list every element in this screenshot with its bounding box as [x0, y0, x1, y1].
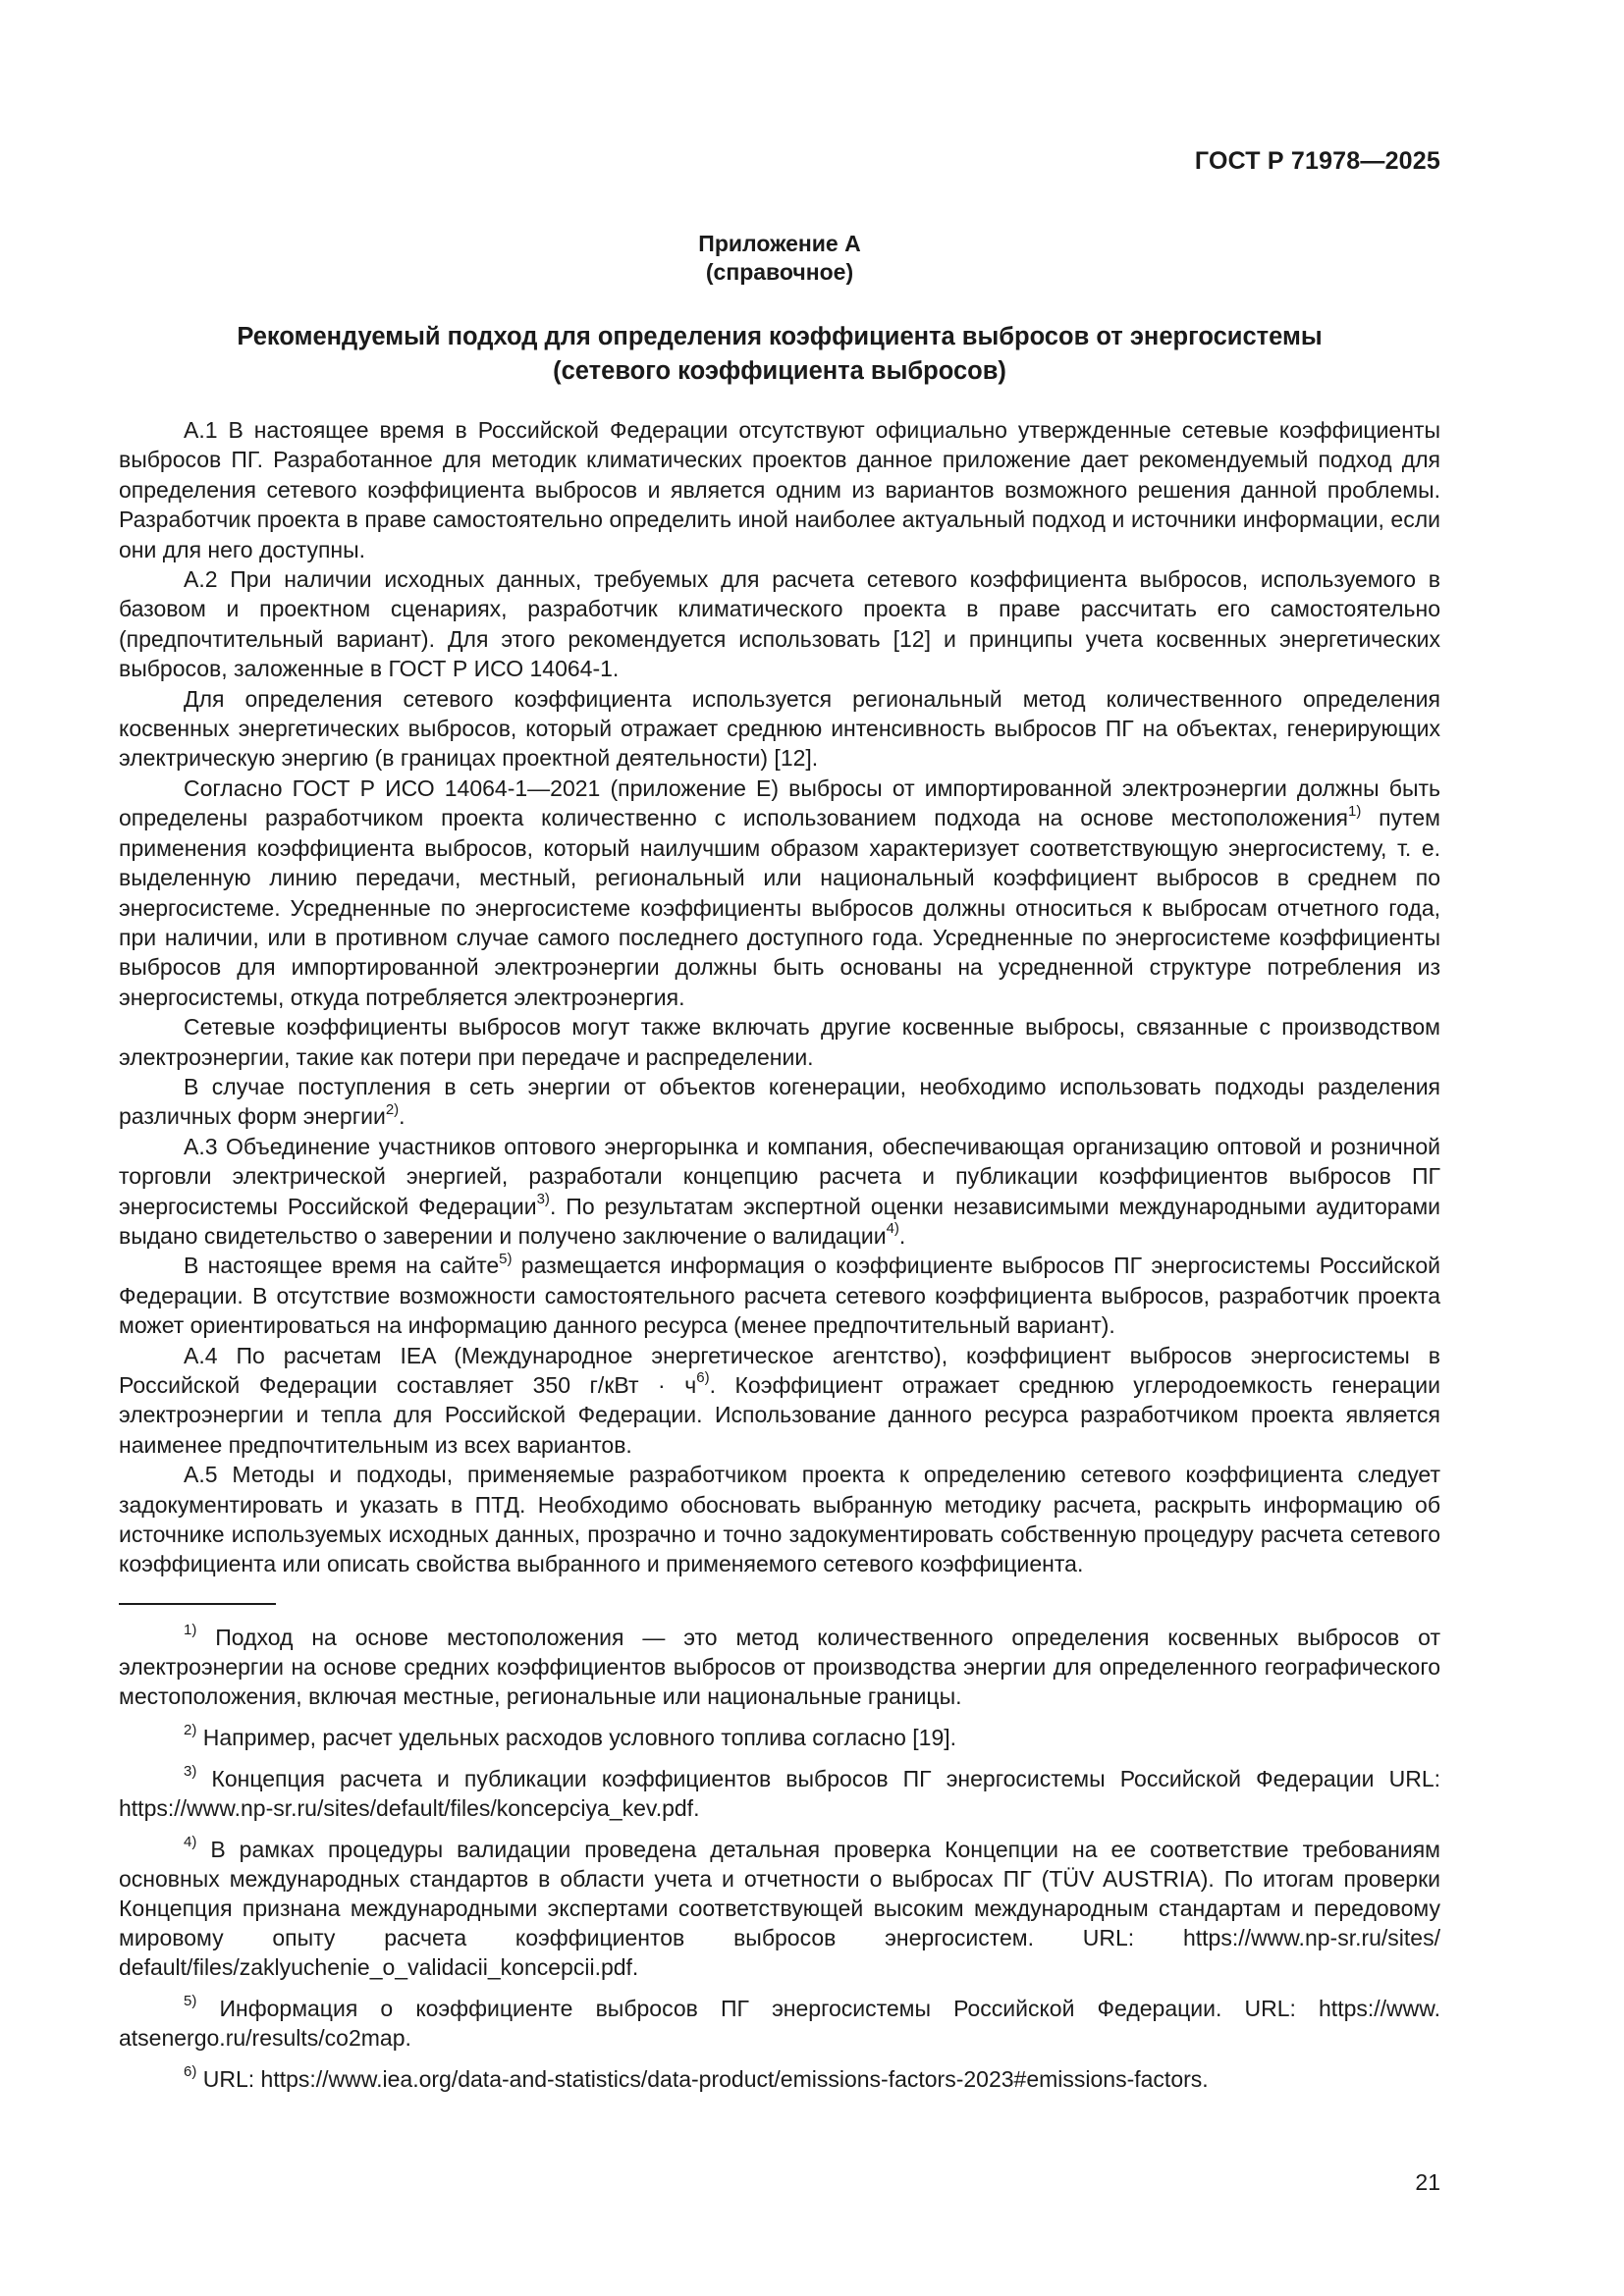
paragraph-text: размещается информация о коэффициенте выбросов ПГ энергосистемы Российской Федерации. В отсутствие возможности самостоятельного расчета сетевого коэффициента выбросов, разработчик проекта может ориентироваться на информацию данного ресурса (менее предпочтительный вариант).: [119, 1253, 1440, 1339]
paragraph-text: А.3 Объединение участников оптового энергорынка и компания, обеспечивающая организацию оптовой и розничной торговли электрической энергией, разработали концепцию расчета и публикации коэффициентов выбросов ПГ энергосистемы Российской Федерации: [119, 1133, 1440, 1219]
paragraph-text: В настоящее время на сайте: [184, 1253, 500, 1279]
footnote-1: [119, 1623, 1440, 1711]
footnote-ref-1[interactable]: 1): [1347, 802, 1362, 820]
page-number: 21: [1415, 2169, 1440, 2195]
paragraph-text: А.4 По расчетам IEA (Международное энергетическое агентство), коэффициент выбросов энергосистемы в Российской Федерации составляет 350 г/кВт · ч: [119, 1342, 1440, 1398]
paragraph-text: . Коэффициент отражает среднюю углеродоемкость генерации электроэнергии и тепла для Российской Федерации. Использование данного ресурса разработчиком проекта является наименее предпочтительным из всех вариантов.: [119, 1372, 1440, 1458]
annex-label: Приложение А: [698, 231, 861, 256]
footnote-6: [119, 2064, 1440, 2094]
footnotes: [119, 1623, 1440, 2106]
footnote-mark: 6): [184, 2063, 197, 2081]
footnote-5: [119, 1994, 1440, 2053]
footnote-ref-5[interactable]: 5): [499, 1250, 513, 1267]
paragraph-a2: А.2 При наличии исходных данных, требуемых для расчета сетевого коэффициента выбросов, используемого в базовом и проектном сценариях, разработчик климатического проекта в праве рассчитать его самостоятельно (предпочтительный вариант). Для этого рекомендуется использовать [12] и принципы учета косвенных энергетических выбросов, заложенные в ГОСТ Р ИСО 14064-1.: [119, 566, 1440, 682]
paragraph-text: Согласно ГОСТ Р ИСО 14064-1—2021 (приложение Е) выбросы от импортированной электроэнергии должны быть определены разработчиком проекта количественно с использованием подхода на основе местоположения: [119, 774, 1440, 831]
footnote-text: URL: https://www.iea.org/data-and-statistics/data-product/emissions-factors-2023#emissions-factors.: [196, 2066, 1209, 2092]
footnote-4: [119, 1835, 1440, 1982]
paragraph-a3: [119, 1132, 1440, 1252]
footnote-ref-3[interactable]: 3): [536, 1190, 550, 1207]
footnote-mark: 4): [184, 1834, 197, 1851]
paragraph-a1: А.1 В настоящее время в Российской Федерации отсутствуют официально утвержденные сетевые коэффициенты выбросов ПГ. Разработанное для методик климатических проектов данное приложение дает рекомендуемый подход для определения сетевого коэффициента выбросов и является одним из вариантов возможного решения данной проблемы. Разработчик проекта в праве самостоятельно определить иной наиболее актуальный подход и источники информации, если они для него доступны.: [119, 417, 1440, 562]
footnote-mark: 2): [184, 1722, 197, 1739]
footnote-text: Подход на основе местоположения — это метод количественного определения косвенных выбросов от электроэнергии на основе средних коэффициентов выбросов от производства энергии для определенного географического местоположения, включая местные, региональные или национальные границы.: [119, 1625, 1440, 1709]
annex-type: (справочное): [705, 259, 854, 285]
paragraph-text: .: [898, 1222, 906, 1249]
footnote-mark: 1): [184, 1622, 197, 1639]
document-code: ГОСТ Р 71978—2025: [1194, 147, 1440, 175]
footnote-3: [119, 1764, 1440, 1823]
body-text: [119, 415, 1440, 1579]
footnote-ref-6[interactable]: 6): [696, 1369, 710, 1387]
paragraph-iso-14064: [119, 774, 1440, 1012]
paragraph-text: В случае поступления в сеть энергии от объектов когенерации, необходимо использовать подходы разделения различных форм энергии: [119, 1073, 1440, 1130]
annex-title-line-1: Рекомендуемый подход для определения коэффициента выбросов от энергосистемы: [237, 323, 1323, 350]
paragraph-regional-method: Для определения сетевого коэффициента используется региональный метод количественного определения косвенных энергетических выбросов, который отражает среднюю интенсивность выбросов ПГ на объектах, генерирующих электрическую энергию (в границах проектной деятельности) [12].: [119, 685, 1440, 772]
footnote-ref-2[interactable]: 2): [385, 1100, 400, 1118]
footnote-divider: [119, 1603, 276, 1605]
footnote-mark: 3): [184, 1763, 197, 1781]
footnote-text: Информация о коэффициенте выбросов ПГ энергосистемы Российской Федерации. URL: https://www. atsenergo.ru/results/co2map.: [119, 1996, 1440, 2051]
footnote-2: [119, 1723, 1440, 1752]
paragraph-a5: А.5 Методы и подходы, применяемые разработчиком проекта к определению сетевого коэффициента следует задокументировать и указать в ПТД. Необходимо обосновать выбранную методику расчета, раскрыть информацию об источнике используемых исходных данных, прозрачно и точно задокументировать собственную процедуру расчета сетевого коэффициента или описать свойства выбранного и применяемого сетевого коэффициента.: [119, 1462, 1440, 1577]
paragraph-website: [119, 1251, 1440, 1340]
paragraph-text: .: [399, 1103, 406, 1130]
paragraph-cogeneration: [119, 1072, 1440, 1132]
document-page: [119, 0, 1440, 2296]
footnote-text: В рамках процедуры валидации проведена детальная проверка Концепции на ее соответствие требованиям основных международных стандартов в области учета и отчетности о выбросах ПГ (TÜV AUSTRIA). По итогам проверки Концепция признана международными экспертами соответствующей высоким международным стандартам и передовому мировому опыту расчета коэффициентов выбросов энергосистем. URL: https://www.np-sr.ru/sites/ default/files/zaklyuchenie_o_validacii_koncepcii.pdf.: [119, 1837, 1440, 1980]
paragraph-text: . По результатам экспертной оценки независимыми международными аудиторами выдано свидетельство о заверении и получено заключение о валидации: [119, 1193, 1440, 1249]
annex-title: [119, 320, 1440, 389]
annex-title-line-2: (сетевого коэффициента выбросов): [553, 357, 1006, 385]
footnote-text: Концепция расчета и публикации коэффициентов выбросов ПГ энергосистемы Российской Федерации URL: https://www.np-sr.ru/sites/default/files/koncepciya_kev.pdf.: [119, 1766, 1440, 1821]
footnote-ref-4[interactable]: 4): [886, 1220, 899, 1238]
footnote-text: Например, расчет удельных расходов условного топлива согласно [19].: [196, 1725, 957, 1750]
footnote-mark: 5): [184, 1993, 197, 2010]
paragraph-grid-factors: Сетевые коэффициенты выбросов могут также включать другие косвенные выбросы, связанные с производством электроэнергии, такие как потери при передаче и распределении.: [119, 1014, 1440, 1070]
paragraph-text: путем применения коэффициента выбросов, который наилучшим образом характеризует соответствующую энергосистему, т. е. выделенную линию передачи, местный, региональный или национальный коэффициент выбросов в среднем по энергосистеме. Усредненные по энергосистеме коэффициенты выбросов должны относиться к выбросам отчетного года, при наличии, или в противном случае самого последнего доступного года. Усредненные по энергосистеме коэффициенты выбросов для импортированной электроэнергии должны быть основаны на усредненной структуре потребления из энергосистемы, откуда потребляется электроэнергия.: [119, 805, 1440, 1010]
annex-heading: [119, 230, 1440, 287]
paragraph-a4: [119, 1341, 1440, 1461]
